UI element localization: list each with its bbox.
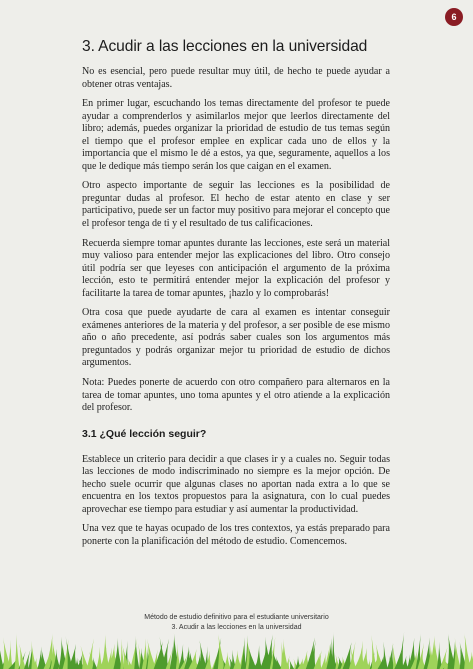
page-title: 3. Acudir a las lecciones en la universidad	[82, 38, 368, 55]
paragraph: Recuerda siempre tomar apuntes durante las lecciones, este será un material muy valioso para entender mejor las explicaciones del libro. Otro consejo útil podría ser que leyeses con anticipación el argumento de la próxima lección, esto te permitirá entender mejor la explicación del profesor y facilitarte la tarea de tomar apuntes, ¡hazlo y lo comprobarás!	[82, 237, 390, 299]
note-paragraph: Nota: Puedes ponerte de acuerdo con otro compañero para alternaros en la tarea de tomar apuntes, uno toma apuntes y el otro atiende a la explicación del profesor.	[82, 377, 390, 414]
grass-blade	[224, 652, 231, 669]
paragraph: Una vez que te hayas ocupado de los tres contextos, ya estás preparado para ponerte con la planificación del método de estudio. Comencemos.	[82, 523, 390, 547]
footer-book-title: Método de estudio definitivo para el estudiante universitario	[144, 614, 329, 621]
main-content	[82, 38, 390, 556]
grass-blade	[241, 637, 247, 669]
paragraph: No es esencial, pero puede resultar muy útil, de hecho te puede ayudar a obtener otras ventajas.	[82, 66, 390, 90]
grass-blade	[255, 645, 262, 669]
grass-blade	[19, 644, 25, 669]
grass-blade	[8, 640, 13, 669]
paragraph: En primer lugar, escuchando los temas directamente del profesor te puede ayudar a comprenderlos y asimilarlos mejor que leerlos directamente del libro; además, puedes organizar la prioridad de estudio de tus temas según el tiempo que el profesor emplee en explicar cada uno de ellos y la importancia que el mismo le dé a estos, ya que, seguramente, aquellos a los que le dedique más tiempo serán los que caigan en el examen.	[82, 98, 390, 172]
grass-blade	[289, 659, 294, 669]
grass-blade	[15, 632, 20, 669]
paragraph: Otro aspecto importante de seguir las lecciones es la posibilidad de preguntar dudas al profesor. El hecho de estar atento en clase y ser participativo, puede ser un factor muy positivo para mejorar el concepto que el profesor tenga de ti y el resultado de tus calificaciones.	[82, 180, 390, 230]
section-subheading: 3.1 ¿Qué lección seguir?	[82, 427, 207, 440]
footer-chapter-title: 3. Acudir a las lecciones en la universidad	[171, 624, 302, 631]
paragraph: Otra cosa que puede ayudarte de cara al examen es intentar conseguir exámenes anteriores de la materia y del profesor, a ser posible de ese mismo año o año precedente, así podrás saber cuales son los argumentos más preguntados y podrás organizar mejor tu prioridad de estudio de dichos argumentos.	[82, 307, 390, 369]
grass-decoration	[0, 629, 473, 669]
grass-blade	[383, 642, 388, 669]
page-number-badge: 6	[445, 8, 463, 26]
paragraph: Establece un criterio para decidir a que clases ir y a cuales no. Seguir todas las lecciones de modo indiscriminado no siempre es la mejor opción. De hecho suele ocurrir que algunas clases no aportan nada extra a lo que se encuentra en los textos propuestos para la asignatura, con lo cual puedes aprovechar ese tiempo para estudiar y así aumentar la productividad.	[82, 453, 390, 515]
